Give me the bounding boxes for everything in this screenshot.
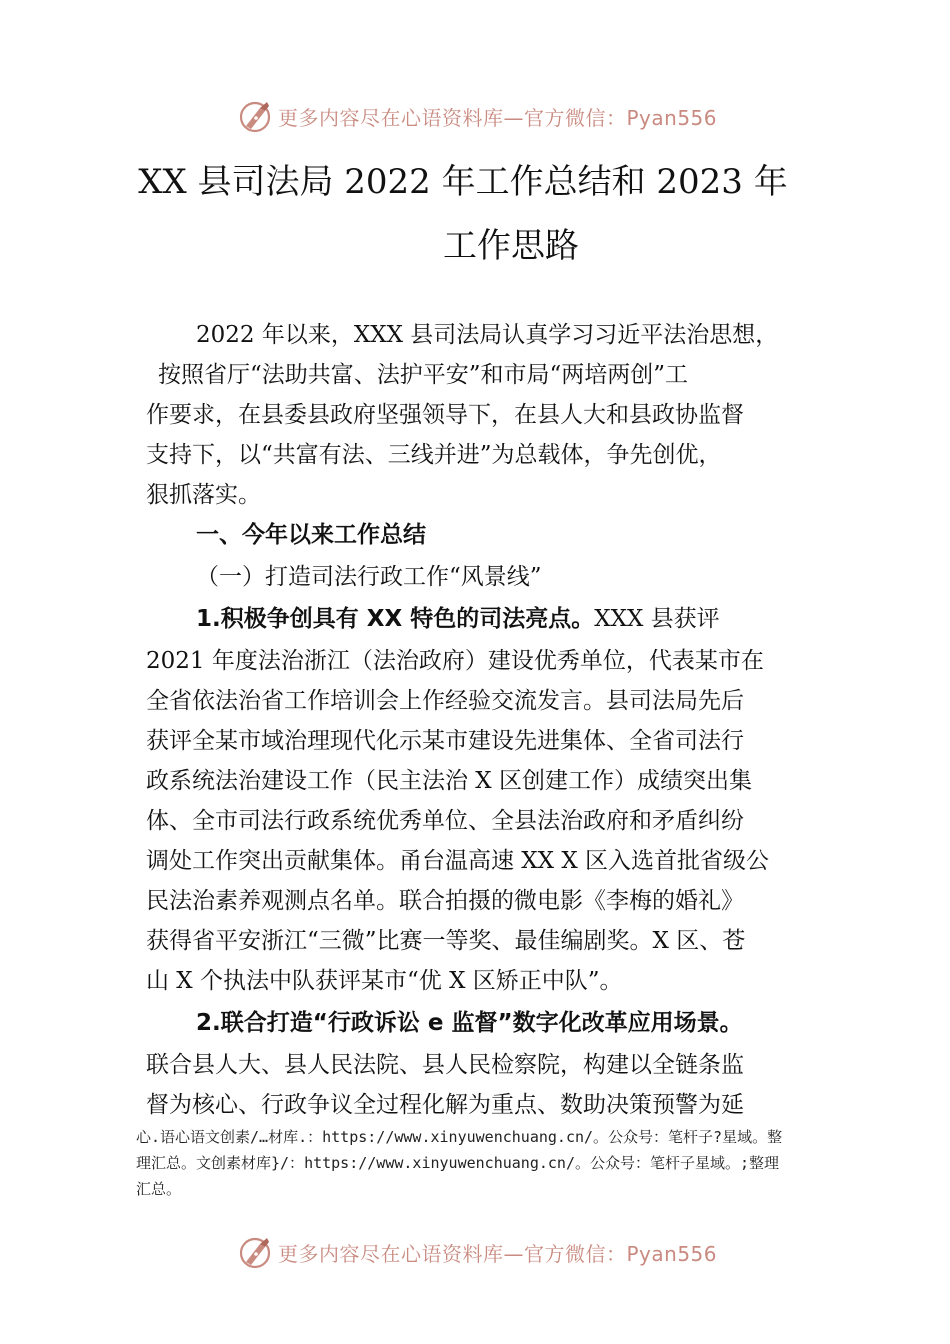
item-1-first-text: XXX 县获评 xyxy=(594,606,720,632)
item-1-line: 调处工作突出贡献集体。甬台温高速 XX X 区入选首批省级公 xyxy=(146,848,770,874)
intro-line: 作要求，在县委县政府坚强领导下，在县人大和县政协监督 xyxy=(146,402,744,428)
item-1-line: 山 X 个执法中队获评某市“优 X 区矫正中队”。 xyxy=(146,968,623,994)
item-1-line: 2021 年度法治浙江（法治政府）建设优秀单位，代表某市在 xyxy=(146,648,764,674)
item-2-line: 联合县人大、县人民法院、县人民检察院，构建以全链条监 xyxy=(146,1052,744,1078)
item-1-line: 民法治素养观测点名单。联合拍摄的微电影《李梅的婚礼》 xyxy=(146,888,744,914)
item-1-first-line xyxy=(196,600,720,633)
watermark-footer xyxy=(238,1232,717,1272)
intro-line: 按照省厅“法助共富、法护平安”和市局“两培两创”工 xyxy=(158,362,689,388)
item-1-line: 政系统法治建设工作（民主法治 X 区创建工作）成绩突出集 xyxy=(146,768,752,794)
watermark-text: 更多内容尽在心语资料库—官方微信：Pyan556 xyxy=(278,105,718,130)
item-2-line: 督为核心、行政争议全过程化解为重点、数助决策预警为延 xyxy=(146,1092,744,1118)
document-title-line-1: XX 县司法局 2022 年工作总结和 2023 年 xyxy=(138,162,788,202)
item-1-line: 全省依法治省工作培训会上作经验交流发言。县司法局先后 xyxy=(146,688,744,714)
footer-note-line: 心.语心语文创素/…材库.：https://www.xinyuwenchuang.cn/。公众号：笔杆子?星域。整 xyxy=(136,1128,783,1146)
subsection-heading: （一）打造司法行政工作“风景线” xyxy=(196,564,542,590)
intro-line: 2022 年以来，XXX 县司法局认真学习习近平法治思想， xyxy=(196,322,779,348)
watermark-header xyxy=(238,96,717,136)
intro-line: 支持下，以“共富有法、三线并进”为总载体，争先创优， xyxy=(146,442,722,468)
footer-note-line: 汇总。 xyxy=(136,1180,182,1198)
item-1-line: 获评全某市域治理现代化示某市建设先进集体、全省司法行 xyxy=(146,728,744,754)
item-1-line: 获得省平安浙江“三微”比赛一等奖、最佳编剧奖。X 区、苍 xyxy=(146,928,746,954)
watermark-text: 更多内容尽在心语资料库—官方微信：Pyan556 xyxy=(278,1241,718,1266)
pen-nib-logo-icon xyxy=(238,1234,274,1270)
item-1-line: 体、全市司法行政系统优秀单位、全县法治政府和矛盾纠纷 xyxy=(146,808,744,834)
footer-note-line: 理汇总。文创素材库}/：https://www.xinyuwenchuang.cn/。公众号：笔杆子星域。;整理 xyxy=(136,1154,780,1172)
item-2-title: 2.联合打造“行政诉讼 e 监督”数字化改革应用场景。 xyxy=(196,1010,743,1036)
intro-line: 狠抓落实。 xyxy=(146,482,261,508)
item-1-title: 1.积极争创具有 XX 特色的司法亮点。 xyxy=(196,606,595,632)
section-heading: 一、今年以来工作总结 xyxy=(196,522,426,548)
pen-nib-logo-icon xyxy=(238,98,274,134)
document-title-line-2: 工作思路 xyxy=(443,226,579,266)
